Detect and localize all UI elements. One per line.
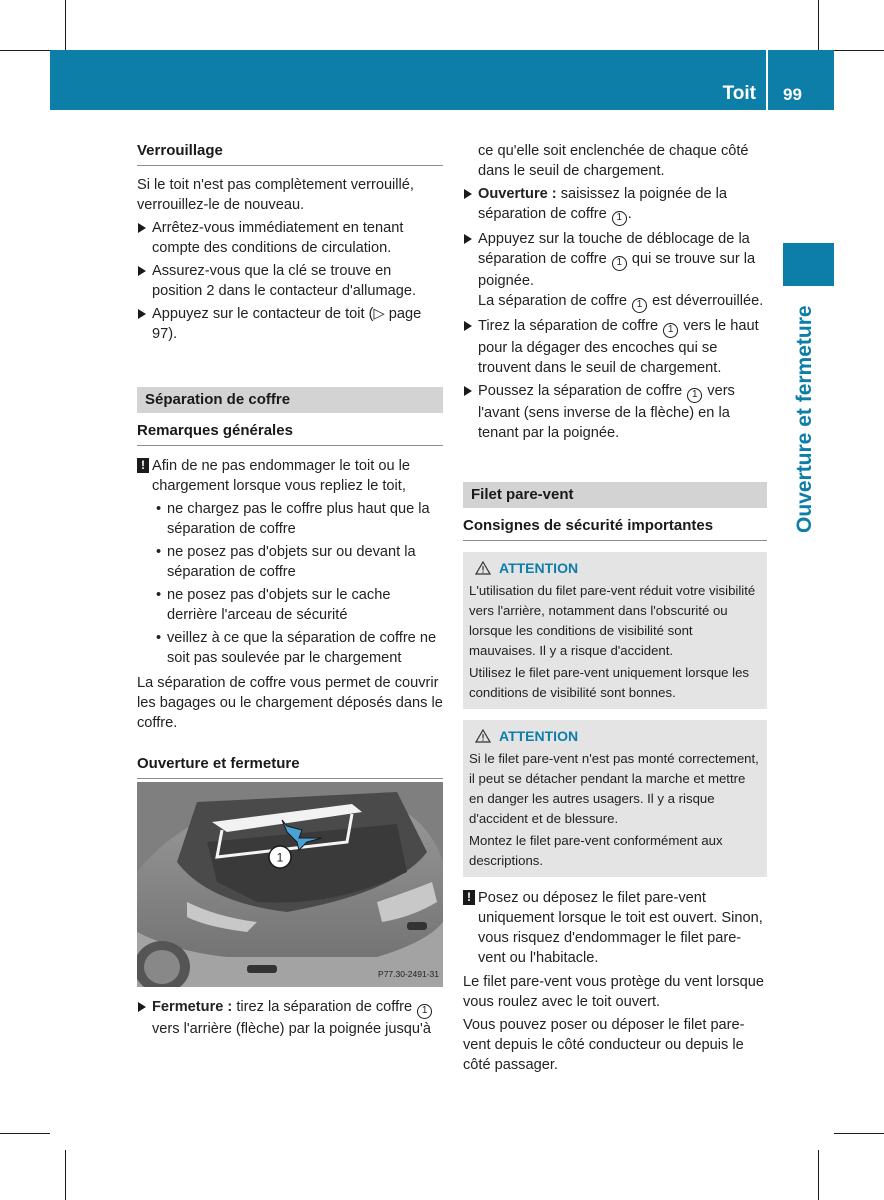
list-item: Appuyez sur le contacteur de toit (▷ page 97). [137, 304, 443, 344]
side-section-label: Ouverture et fermeture [793, 305, 816, 533]
callout-1-icon: 1 [663, 323, 678, 338]
figure-callout-1: 1 [276, 850, 284, 865]
list-item: Tirez la séparation de coffre 1 vers le haut pour la dégager des encoches qui se trouvent dans le seuil de chargement. [463, 316, 767, 378]
callout-1-icon: 1 [687, 388, 702, 403]
separation-paragraph: La séparation de coffre vous permet de couvrir les bagages ou le chargement déposés dans le coffre. [137, 675, 443, 731]
crop-mark-br-v [818, 1150, 819, 1200]
attention-text: Si le filet pare-vent n'est pas monté correctement, il peut se détacher pendant la marche et mettre en danger les autres usagers. Il y a risque d'accident et de blessure. [469, 751, 759, 826]
attention-label: ATTENTION [499, 728, 579, 744]
list-item: • ne posez pas d'objets sur le cache derrière l'arceau de sécurité [156, 587, 391, 623]
callout-1-icon: 1 [417, 1004, 432, 1019]
verrouillage-intro: Si le toit n'est pas complètement verrouillé, verrouillez-le de nouveau. [137, 177, 414, 213]
header-separator [766, 50, 768, 110]
list-item: Ouverture : saisissez la poignée de la séparation de coffre 1 . [463, 184, 767, 226]
crop-mark-br-h [834, 1133, 884, 1134]
warning-note [137, 456, 443, 496]
list-item: Assurez-vous que la clé se trouve en position 2 dans le contacteur d'allumage. [137, 261, 443, 301]
chapter-title: Toit [722, 83, 756, 104]
list-item: Appuyez sur la touche de déblocage de la séparation de coffre 1 qui se trouve sur la poignée. La séparation de coffre 1 est déverrouillée. [463, 229, 767, 313]
attention-box [463, 720, 767, 877]
header-band [50, 50, 834, 110]
crop-mark-tl-h [0, 50, 50, 51]
list-item: • ne chargez pas le coffre plus haut que la séparation de coffre [156, 501, 430, 537]
callout-1-icon: 1 [632, 298, 647, 313]
heading-ouverture-fermeture: Ouverture et fermeture [137, 754, 443, 779]
section-separation-coffre: Séparation de coffre [137, 387, 443, 413]
section-filet-pare-vent: Filet pare-vent [463, 482, 767, 508]
callout-1-icon: 1 [612, 256, 627, 271]
attention-label: ATTENTION [499, 560, 579, 576]
warning-text: Posez ou déposez le filet pare-vent uniquement lorsque le toit est ouvert. Sinon, vous risquez d'endommager le filet pare-vent ou l'habitacle. [478, 890, 763, 966]
crop-mark-tl-v [65, 0, 66, 50]
fermeture-label: Fermeture : [152, 999, 233, 1015]
list-item: Arrêtez-vous immédiatement en tenant compte des conditions de circulation. [137, 218, 443, 258]
heading-consignes-securite: Consignes de sécurité importantes [463, 516, 767, 541]
warning-text: Afin de ne pas endommager le toit ou le chargement lorsque vous repliez le toit, [152, 458, 410, 494]
trunk-figure [137, 782, 443, 987]
callout-1-icon: 1 [612, 211, 627, 226]
list-item: Fermeture : tirez la séparation de coffre 1 vers l'arrière (flèche) par la poignée jusqu'à [137, 997, 443, 1039]
attention-box [463, 552, 767, 709]
filet-paragraph: Vous pouvez poser ou déposer le filet pare-vent depuis le côté conducteur ou depuis le côté passager. [463, 1017, 745, 1073]
list-item: • ne posez pas d'objets sur ou devant la séparation de coffre [156, 544, 416, 580]
list-item: • veillez à ce que la séparation de coffre ne soit pas soulevée par le chargement [156, 630, 437, 666]
step-result: La séparation de coffre 1 est déverrouillée. [478, 291, 767, 313]
warning-icon: ! [463, 890, 475, 905]
crop-mark-tr-v [818, 0, 819, 50]
attention-text: L'utilisation du filet pare-vent réduit votre visibilité vers l'arrière, notamment dans l'obscurité ou lorsque les conditions de visibilité sont mauvaises. Il y a risque d'accident. [469, 583, 756, 658]
crop-mark-bl-h [0, 1133, 50, 1134]
left-column [137, 141, 443, 779]
crop-mark-tr-h [834, 50, 884, 51]
warning-note [463, 888, 767, 968]
filet-paragraph: Le filet pare-vent vous protège du vent lorsque vous roulez avec le toit ouvert. [463, 974, 764, 1010]
list-item: Poussez la séparation de coffre 1 vers l'avant (sens inverse de la flèche) en la tenant par la poignée. [463, 381, 767, 443]
figure-reference: P77.30-2491-31 [378, 969, 439, 979]
fermeture-step [137, 997, 443, 1039]
side-tab [783, 243, 834, 286]
continued-text: ce qu'elle soit enclenchée de chaque côté dans le seuil de chargement. [478, 143, 749, 179]
warning-triangle-icon [475, 729, 491, 743]
attention-text: Montez le filet pare-vent conformément aux descriptions. [469, 833, 723, 868]
attention-text: Utilisez le filet pare-vent uniquement lorsque les conditions de visibilité sont bonnes. [469, 665, 750, 700]
trunk-illustration [137, 782, 443, 987]
warning-icon: ! [137, 458, 149, 473]
page-number: 99 [783, 85, 802, 104]
warning-triangle-icon [475, 561, 491, 575]
heading-verrouillage: Verrouillage [137, 141, 443, 166]
heading-remarques-generales: Remarques générales [137, 421, 443, 446]
right-column [463, 141, 767, 1075]
crop-mark-bl-v [65, 1150, 66, 1200]
